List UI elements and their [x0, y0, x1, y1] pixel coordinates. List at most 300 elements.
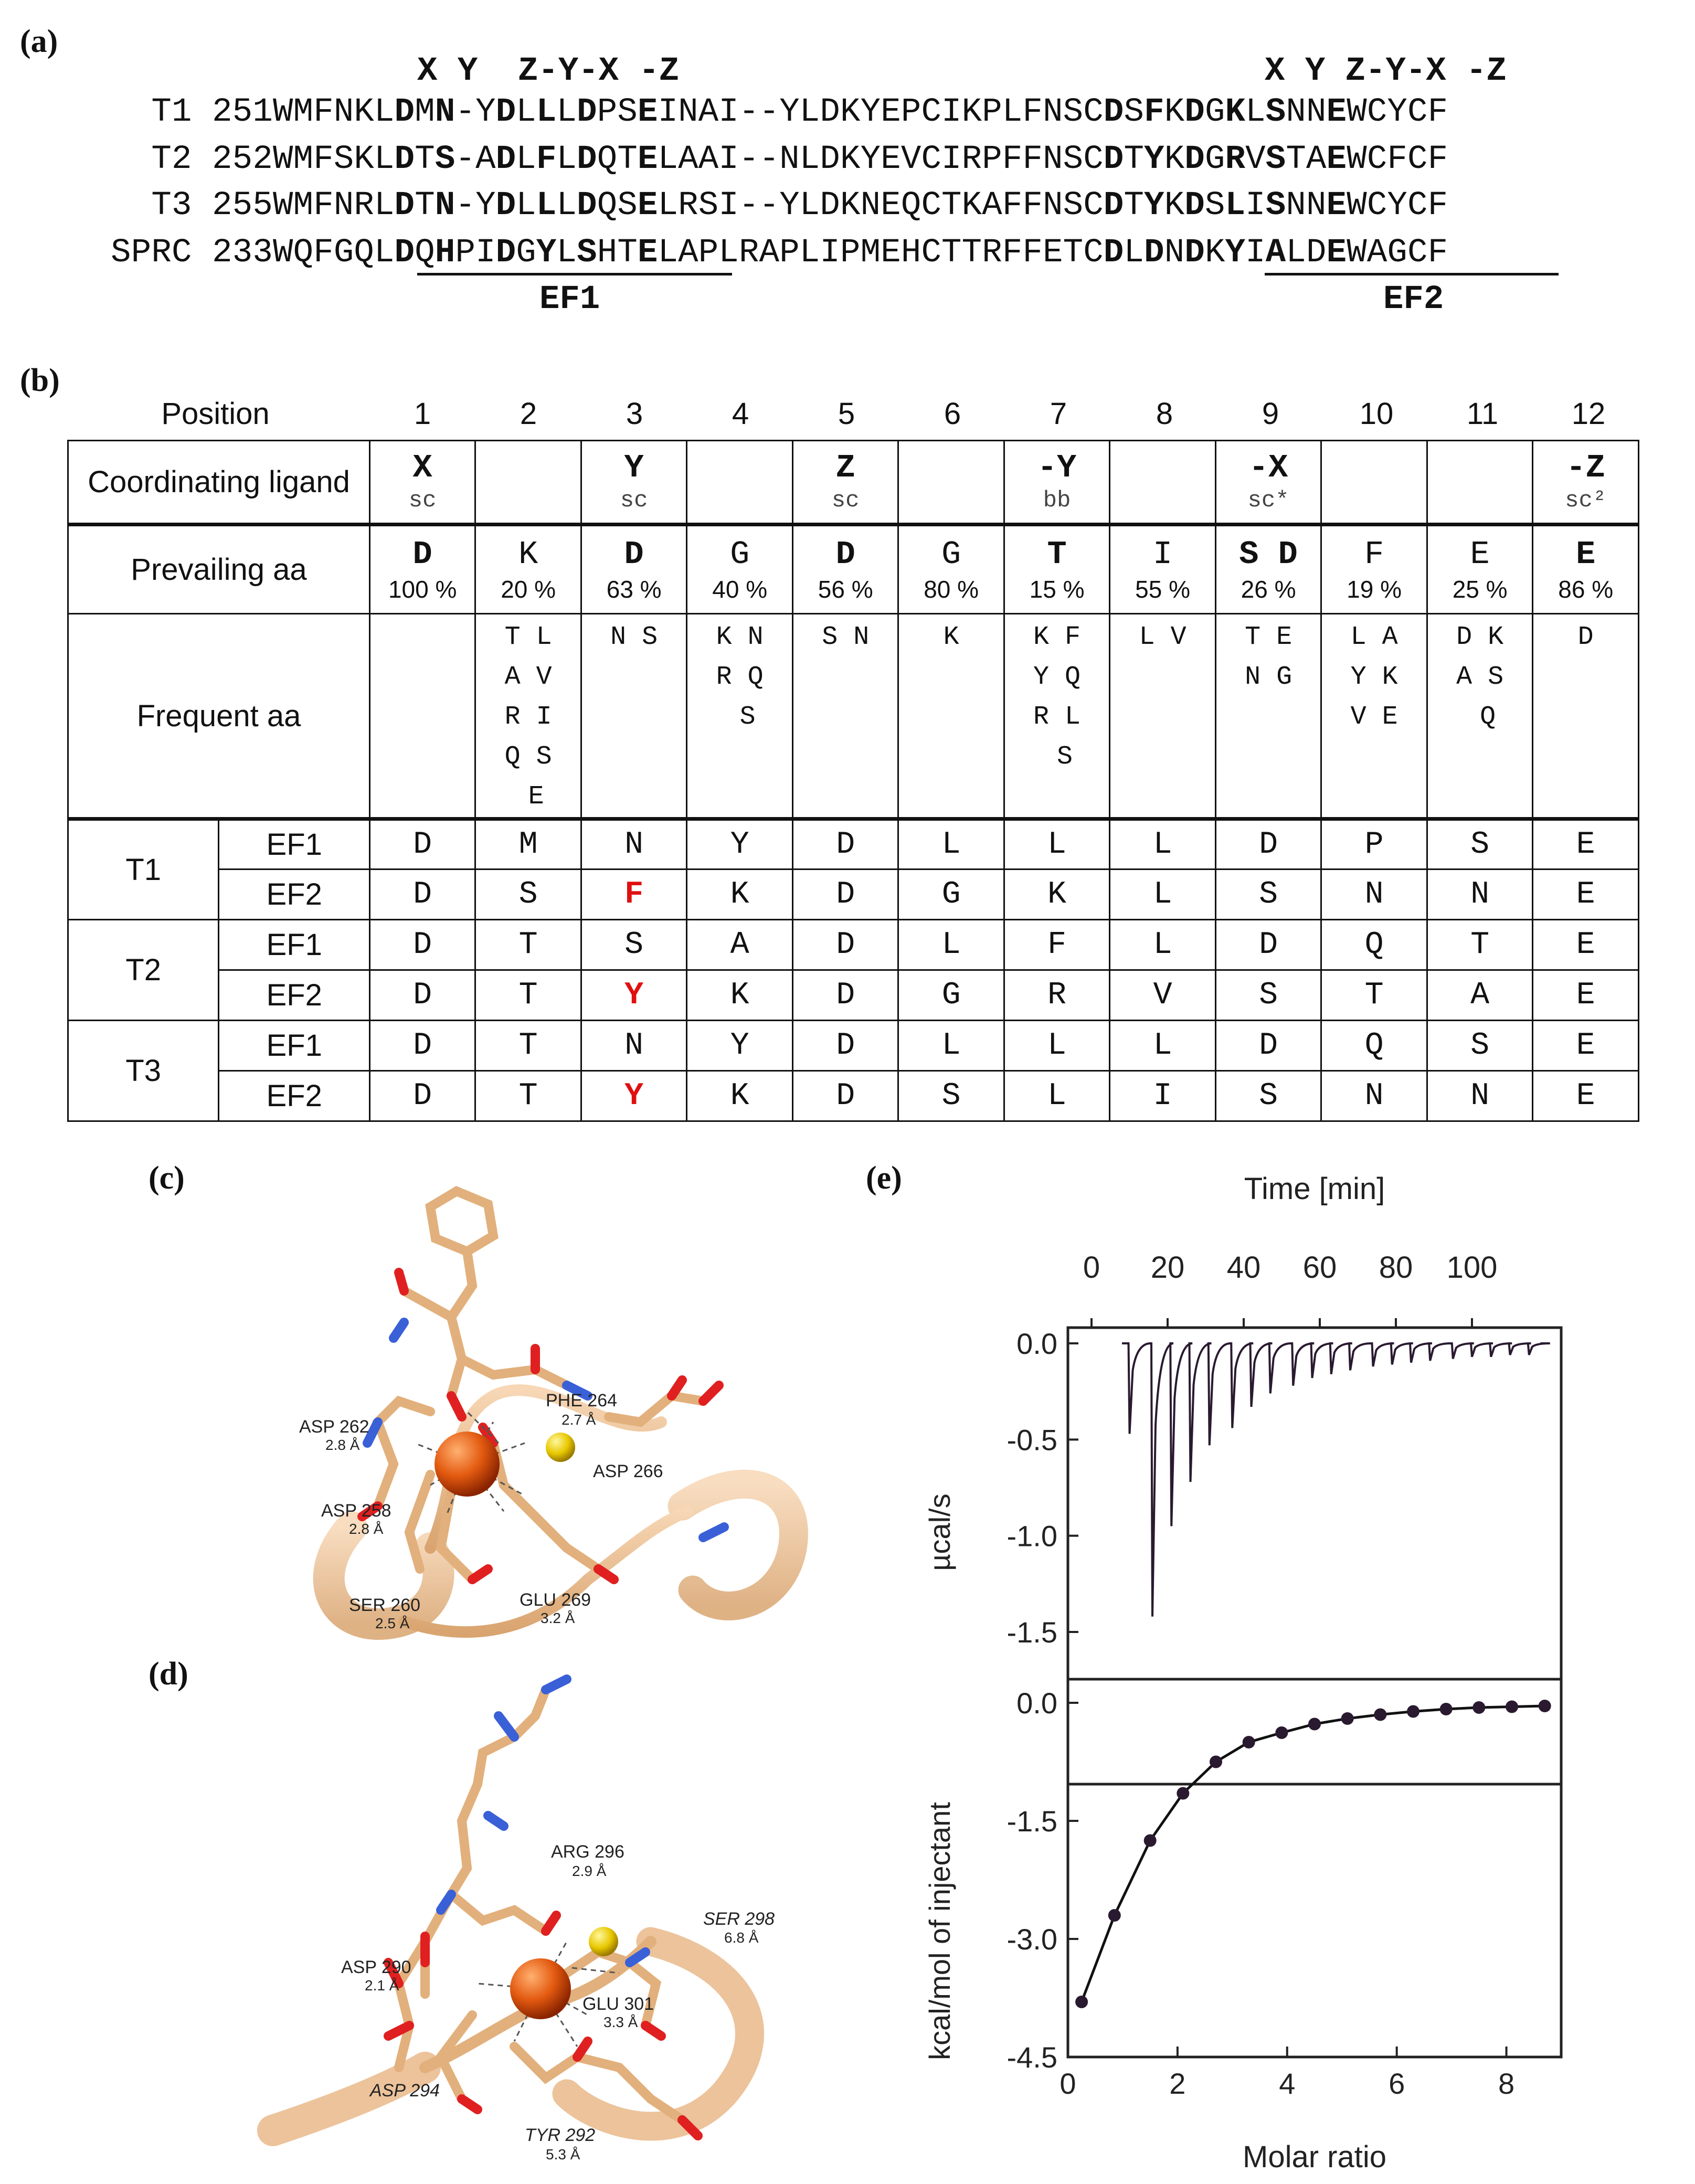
sequence-segment: INAI--YLDKYEPCIKPLFNSC	[658, 93, 1104, 131]
sequence-name: T1 251	[151, 93, 273, 131]
data-point	[1341, 1712, 1354, 1725]
residue-cell: D	[792, 870, 898, 920]
label-asp262: ASP 262	[299, 1417, 369, 1437]
sequence-segment: PI	[455, 234, 496, 272]
label-asp290: ASP 290	[341, 1957, 411, 1977]
sequence-segment: D	[495, 234, 516, 272]
data-point	[1108, 1909, 1121, 1922]
prevailing-cell	[1321, 525, 1427, 614]
sequence-segment: L	[556, 141, 577, 178]
prevailing-cell	[1427, 525, 1533, 614]
sequence-segment: D	[394, 187, 415, 225]
sequence-segment: WMFNRL	[273, 187, 395, 225]
frequent-row	[68, 614, 1639, 819]
ligand-cell	[687, 441, 793, 525]
itc-chart	[892, 1154, 1695, 2184]
prevailing-cell	[687, 525, 793, 614]
data-point	[1075, 1996, 1088, 2008]
ligand-cell	[581, 441, 687, 525]
prevailing-cell	[1215, 525, 1321, 614]
sequence-segment: L	[516, 141, 536, 178]
dist-asp258: 2.8 Å	[349, 1521, 384, 1537]
residue-cell: D	[369, 970, 475, 1021]
sequence-segment: D	[1103, 234, 1124, 272]
sequence-segment: G	[1204, 93, 1225, 131]
sequence	[273, 187, 1448, 225]
residue-row	[68, 819, 1639, 870]
label-ser260: SER 260	[349, 1595, 421, 1615]
time-tick-label: 20	[1150, 1250, 1185, 1285]
sequence-segment: E	[1326, 234, 1347, 272]
residue-cell: N	[1427, 870, 1533, 920]
prevailing-aa: G	[941, 535, 961, 573]
sequence-segment: Y	[1225, 234, 1246, 272]
sequence-segment: I	[1245, 187, 1266, 225]
sequence-segment: D	[495, 93, 516, 131]
residue-cell: D	[369, 920, 475, 970]
dist-arg296: 2.9 Å	[572, 1863, 607, 1879]
sequence-segment: L	[516, 187, 536, 225]
sequence-segment: D	[577, 141, 597, 178]
sequence-name: SPRC 233	[111, 234, 273, 272]
sequence-segment: L	[536, 187, 557, 225]
sequence-segment: D	[577, 93, 597, 131]
residue-cell: D	[792, 1021, 898, 1071]
prevailing-cell	[1533, 525, 1639, 614]
sequence-segment: L	[556, 234, 577, 272]
dist-asp290: 2.1 Å	[365, 1977, 399, 1994]
sequence-segment: D	[394, 141, 415, 178]
residue-cell: N	[581, 819, 687, 870]
group-label: T1	[68, 819, 219, 920]
residue-cell: N	[1321, 1071, 1427, 1121]
data-point	[1308, 1718, 1321, 1731]
prevailing-cell	[792, 525, 898, 614]
sequence-name: T2 252	[151, 141, 273, 178]
prevailing-aa: G	[730, 535, 750, 573]
prevailing-pct: 20 %	[501, 575, 556, 603]
sequence-segment: LAAI--NLDKYEVCIRPFFNSC	[658, 141, 1104, 178]
label-phe264: PHE 264	[546, 1391, 618, 1411]
sequence-segment: G	[1204, 141, 1225, 178]
panel-a-label: (a)	[20, 24, 58, 59]
coord-label: Coordinating ligand	[68, 441, 370, 525]
prevailing-aa: D	[412, 535, 432, 573]
residue-cell: N	[1321, 870, 1427, 920]
data-point	[1539, 1700, 1551, 1712]
residue-cell: D	[369, 1021, 475, 1071]
ligand-main: -X	[1248, 449, 1288, 486]
position-number: 9	[1262, 397, 1279, 431]
ef1-label: EF1	[539, 281, 600, 319]
time-tick-label: 80	[1379, 1250, 1413, 1285]
residue-row	[68, 1071, 1639, 1121]
residue-cell: N	[1427, 1071, 1533, 1121]
residue-cell: L	[898, 920, 1004, 970]
ligand-cell	[475, 441, 581, 525]
frequent-label: Frequent aa	[68, 614, 370, 819]
ligand-main: Y	[624, 449, 644, 486]
sequence-segment: L	[536, 93, 557, 131]
frequent-cell: K N R Q S	[687, 614, 793, 819]
top-y-tick-label: -0.5	[1007, 1423, 1057, 1457]
sequence-segment: G	[516, 234, 536, 272]
sequence-segment: H	[435, 234, 455, 272]
residue-cell: S	[898, 1071, 1004, 1121]
ef-hand-table	[67, 440, 1639, 1122]
sequence-segment: K	[1164, 93, 1185, 131]
position-number: 11	[1466, 397, 1499, 431]
time-tick-label: 100	[1446, 1250, 1498, 1285]
sequence-segment: PS	[597, 93, 638, 131]
ligand-cell	[1427, 441, 1533, 525]
sequence-segment: -A	[455, 141, 496, 178]
residue-cell: N	[581, 1021, 687, 1071]
residue-cell: S	[475, 870, 581, 920]
structure-c	[273, 1149, 861, 1663]
sequence-segment: V	[1245, 141, 1266, 178]
label-asp294: ASP 294	[370, 2081, 440, 2101]
bottom-y-tick-label: -1.5	[1007, 1805, 1057, 1838]
frequent-cell: D K A S Q	[1427, 614, 1533, 819]
alignment-row	[21, 234, 1448, 272]
ef-label: EF1	[219, 920, 370, 970]
sequence-segment: LRSI--YLDKNEQCTKAFFNSC	[658, 187, 1104, 225]
prevailing-pct: 80 %	[924, 575, 979, 603]
residue-cell: D	[792, 1071, 898, 1121]
sequence-segment: -Y	[455, 93, 496, 131]
residue-cell: A	[1427, 970, 1533, 1021]
residue-row	[68, 970, 1639, 1021]
residue-cell: K	[687, 870, 793, 920]
position-number: 7	[1050, 397, 1067, 431]
residue-row	[68, 1021, 1639, 1071]
bottom-x-tick-label: 6	[1389, 2067, 1405, 2100]
position-number: 4	[732, 397, 749, 431]
sodium-ion-d	[589, 1927, 618, 1956]
position-number: 10	[1359, 397, 1394, 431]
frequent-cell: S N	[792, 614, 898, 819]
residue-cell: G	[898, 870, 1004, 920]
sequence-segment: WCFCF	[1347, 141, 1448, 178]
sequence-segment: S	[1204, 187, 1225, 225]
residue-cell: L	[1110, 1021, 1216, 1071]
sequence-segment: E	[637, 93, 658, 131]
top-y-tick-label: 0.0	[1016, 1327, 1057, 1360]
group-label: T2	[68, 920, 219, 1021]
ligand-cell	[792, 441, 898, 525]
frequent-cell: L A Y K V E	[1321, 614, 1427, 819]
ligand-sub: sc	[408, 487, 437, 514]
label-ser298: SER 298	[703, 1909, 775, 1929]
residue-row	[68, 870, 1639, 920]
residue-cell: T	[1321, 970, 1427, 1021]
frequent-cell: K F Y Q R L S	[1004, 614, 1110, 819]
data-point	[1506, 1701, 1518, 1713]
fit-curve	[1082, 1706, 1545, 2002]
sticks	[378, 1191, 703, 1579]
residue-cell: Y	[687, 819, 793, 870]
residue-cell: I	[1110, 1071, 1216, 1121]
position-number: 1	[414, 397, 431, 431]
time-axis-title: Time [min]	[1244, 1172, 1385, 1206]
residue-cell: D	[792, 920, 898, 970]
label-tyr292: TYR 292	[525, 2125, 596, 2145]
bottom-x-tick-label: 2	[1169, 2067, 1186, 2100]
dist-glu301: 3.3 Å	[603, 2014, 638, 2030]
top-y-tick-label: -1.0	[1007, 1519, 1057, 1553]
sequence-segment: N	[1164, 234, 1185, 272]
ligand-cell	[1215, 441, 1321, 525]
dist-ser298: 6.8 Å	[724, 1929, 759, 1946]
sequence-segment: D	[1184, 187, 1205, 225]
sodium-ion	[546, 1433, 575, 1462]
bottom-plot-frame	[1068, 1679, 1561, 2057]
prevailing-pct: 15 %	[1029, 575, 1085, 603]
alignment-row	[21, 187, 1448, 225]
sequence-segment: WCYCF	[1347, 187, 1448, 225]
sequence-segment: K	[1225, 93, 1246, 131]
residue-cell: T	[475, 1071, 581, 1121]
sequence-segment: QT	[597, 141, 638, 178]
sequence-segment: S	[1124, 93, 1145, 131]
residue-cell: K	[687, 1071, 793, 1121]
calcium-ion-d	[510, 1958, 571, 2019]
ligand-cell	[898, 441, 1004, 525]
ligand-main: Z	[835, 449, 855, 486]
prevailing-row	[68, 525, 1639, 614]
frequent-cell: L V	[1110, 614, 1216, 819]
sequence-segment: Y	[1144, 141, 1164, 178]
alignment-row	[21, 141, 1448, 178]
sequence-segment: S	[1265, 93, 1286, 131]
sequence-segment: S	[1265, 141, 1286, 178]
dist-glu269: 3.2 Å	[541, 1610, 575, 1626]
sequence-segment: T	[415, 141, 435, 178]
data-point	[1144, 1835, 1157, 1847]
bottom-y-tick-label: 0.0	[1016, 1687, 1057, 1720]
ef-label: EF1	[219, 819, 370, 870]
prevailing-aa: I	[1152, 535, 1173, 573]
prevailing-pct: 86 %	[1558, 575, 1614, 603]
dist-ser260: 2.5 Å	[375, 1615, 410, 1631]
frequent-cell: T L A V R I Q S E	[475, 614, 581, 819]
sequence-segment: D	[1103, 187, 1124, 225]
sequence-segment: D	[1184, 93, 1205, 131]
sequence-segment: D	[394, 234, 415, 272]
prevailing-aa: D	[835, 535, 855, 573]
residue-cell: D	[369, 1071, 475, 1121]
sequence-segment: D	[1184, 141, 1205, 178]
sequence-segment: L	[1245, 93, 1266, 131]
residue-cell: E	[1533, 870, 1639, 920]
position-number: 8	[1156, 397, 1173, 431]
ef2-label: EF2	[1383, 281, 1444, 319]
residue-cell: S	[1215, 870, 1321, 920]
sequence-segment: Q	[415, 234, 435, 272]
label-asp266: ASP 266	[593, 1461, 663, 1481]
residue-cell: L	[1110, 819, 1216, 870]
frequent-cell: N S	[581, 614, 687, 819]
bottom-x-tick-label: 0	[1060, 2067, 1076, 2100]
ef2-underline	[1265, 273, 1559, 275]
residue-row	[68, 920, 1639, 970]
sequence-segment: TA	[1286, 141, 1327, 178]
residue-cell: T	[475, 1021, 581, 1071]
sequence-segment: WMFSKL	[273, 141, 395, 178]
ligand-sub: bb	[1043, 487, 1071, 514]
ef-label: EF2	[219, 870, 370, 920]
bottom-y-tick-label: -3.0	[1007, 1923, 1057, 1956]
sequence-segment: WAGCF	[1347, 234, 1448, 272]
residue-cell: D	[369, 819, 475, 870]
sequence-segment: NN	[1286, 187, 1327, 225]
sequence-segment: K	[1204, 234, 1225, 272]
top-y-tick-label: -1.5	[1007, 1616, 1057, 1649]
sequence	[273, 93, 1448, 131]
residue-cell: K	[687, 970, 793, 1021]
sequence-segment: L	[1124, 234, 1145, 272]
sequence-segment: QS	[597, 187, 638, 225]
prevailing-pct: 26 %	[1241, 575, 1296, 603]
ligand-main: X	[412, 449, 432, 486]
sequence-segment: R	[1225, 141, 1246, 178]
ligand-sub: sc²	[1565, 487, 1607, 514]
prevailing-cell	[369, 525, 475, 614]
residue-cell: T	[1427, 920, 1533, 970]
raw-heat-trace	[1122, 1343, 1550, 1617]
label-glu301: GLU 301	[582, 1994, 654, 2014]
sequence-segment: D	[577, 187, 597, 225]
panel-d-label: (d)	[149, 1656, 188, 1692]
sequence-segment: N	[435, 187, 455, 225]
residue-cell: R	[1004, 970, 1110, 1021]
prevailing-pct: 55 %	[1135, 575, 1190, 603]
ef-label: EF2	[219, 970, 370, 1021]
ef-label: EF2	[219, 1071, 370, 1121]
residue-cell: D	[792, 819, 898, 870]
sequence-segment: L	[1225, 187, 1246, 225]
sequence-segment: E	[637, 234, 658, 272]
residue-cell: M	[475, 819, 581, 870]
data-point	[1275, 1726, 1288, 1739]
sequence-segment: Y	[1144, 187, 1164, 225]
residue-cell: D	[369, 870, 475, 920]
residue-cell: S	[581, 920, 687, 970]
time-tick-label: 0	[1083, 1250, 1100, 1285]
sequence-segment: D	[394, 93, 415, 131]
sequence-segment: I	[1245, 234, 1266, 272]
sequence-segment: T	[415, 187, 435, 225]
dist-phe264: 2.7 Å	[562, 1412, 596, 1428]
ef-label: EF1	[219, 1021, 370, 1071]
sequence-segment: N	[435, 93, 455, 131]
residue-cell: L	[1004, 1071, 1110, 1121]
sequence-segment: T	[1124, 187, 1145, 225]
sequence-segment: K	[1164, 141, 1185, 178]
sequence-segment: S	[435, 141, 455, 178]
residue-cell: T	[475, 970, 581, 1021]
residue-cell: S	[1215, 1071, 1321, 1121]
sequence-segment: D	[1103, 93, 1124, 131]
ligand-row	[68, 441, 1639, 525]
bottom-x-axis-title: Molar ratio	[1243, 2140, 1386, 2174]
prevailing-pct: 19 %	[1347, 575, 1402, 603]
sequence-segment: L	[556, 93, 577, 131]
bottom-y-axis-title: kcal/mol of injectant	[923, 1802, 956, 2060]
ligand-main: -Z	[1566, 449, 1605, 486]
top-y-axis-title: µcal/s	[923, 1493, 956, 1571]
residue-cell: S	[1215, 970, 1321, 1021]
residue-cell: D	[1215, 1021, 1321, 1071]
prevailing-aa: T	[1047, 535, 1067, 573]
calcium-ion	[435, 1432, 500, 1497]
data-point	[1243, 1736, 1255, 1748]
ligand-cell	[1321, 441, 1427, 525]
prevailing-pct: 63 %	[606, 575, 662, 603]
sequence-segment: WMFNKL	[273, 93, 395, 131]
sequence-segment: A	[1265, 234, 1286, 272]
label-glu269: GLU 269	[520, 1590, 591, 1610]
residue-cell: L	[1110, 920, 1216, 970]
top-plot-frame	[1068, 1328, 1561, 1784]
sequence-segment: D	[495, 187, 516, 225]
nitrogen-d	[441, 1679, 645, 1963]
prevailing-aa: S D	[1239, 535, 1298, 573]
structure-d	[252, 1648, 861, 2178]
position-number: 6	[944, 397, 961, 431]
residue-cell: D	[792, 970, 898, 1021]
sequence-segment: D	[495, 141, 516, 178]
residue-cell: K	[1004, 870, 1110, 920]
sequence-segment: D	[1184, 234, 1205, 272]
sequence-segment: E	[637, 141, 658, 178]
motif-header-ef1: X Y Z-Y-X -Z	[417, 52, 680, 90]
residue-cell: E	[1533, 970, 1639, 1021]
bottom-x-tick-label: 4	[1279, 2067, 1296, 2100]
ligand-sub: sc*	[1247, 487, 1289, 514]
prevailing-pct: 25 %	[1452, 575, 1508, 603]
data-point	[1177, 1787, 1189, 1800]
prevailing-cell	[1110, 525, 1216, 614]
frequent-cell	[369, 614, 475, 819]
residue-cell: V	[1110, 970, 1216, 1021]
sequence-segment: T	[1124, 141, 1145, 178]
sequence-segment: E	[637, 187, 658, 225]
motif-header-ef2: X Y Z-Y-X -Z	[1265, 52, 1507, 90]
residue-cell: P	[1321, 819, 1427, 870]
alignment-row	[21, 93, 1448, 131]
sequence	[273, 234, 1448, 272]
prevailing-cell	[898, 525, 1004, 614]
prevailing-label: Prevailing aa	[68, 525, 370, 614]
residue-cell: L	[1004, 1021, 1110, 1071]
sequence-segment: -Y	[455, 187, 496, 225]
residue-cell: E	[1533, 1021, 1639, 1071]
residue-cell: L	[898, 819, 1004, 870]
residue-cell: D	[1215, 920, 1321, 970]
frequent-cell: K	[898, 614, 1004, 819]
residue-cell: Y	[581, 970, 687, 1021]
prevailing-aa: F	[1364, 535, 1384, 573]
sequence-segment: S	[577, 234, 597, 272]
residue-cell: A	[687, 920, 793, 970]
residue-cell: S	[1427, 819, 1533, 870]
data-point	[1440, 1703, 1453, 1715]
sequence-segment: WCYCF	[1347, 93, 1448, 131]
bottom-x-tick-label: 8	[1498, 2067, 1515, 2100]
ligand-cell	[1533, 441, 1639, 525]
